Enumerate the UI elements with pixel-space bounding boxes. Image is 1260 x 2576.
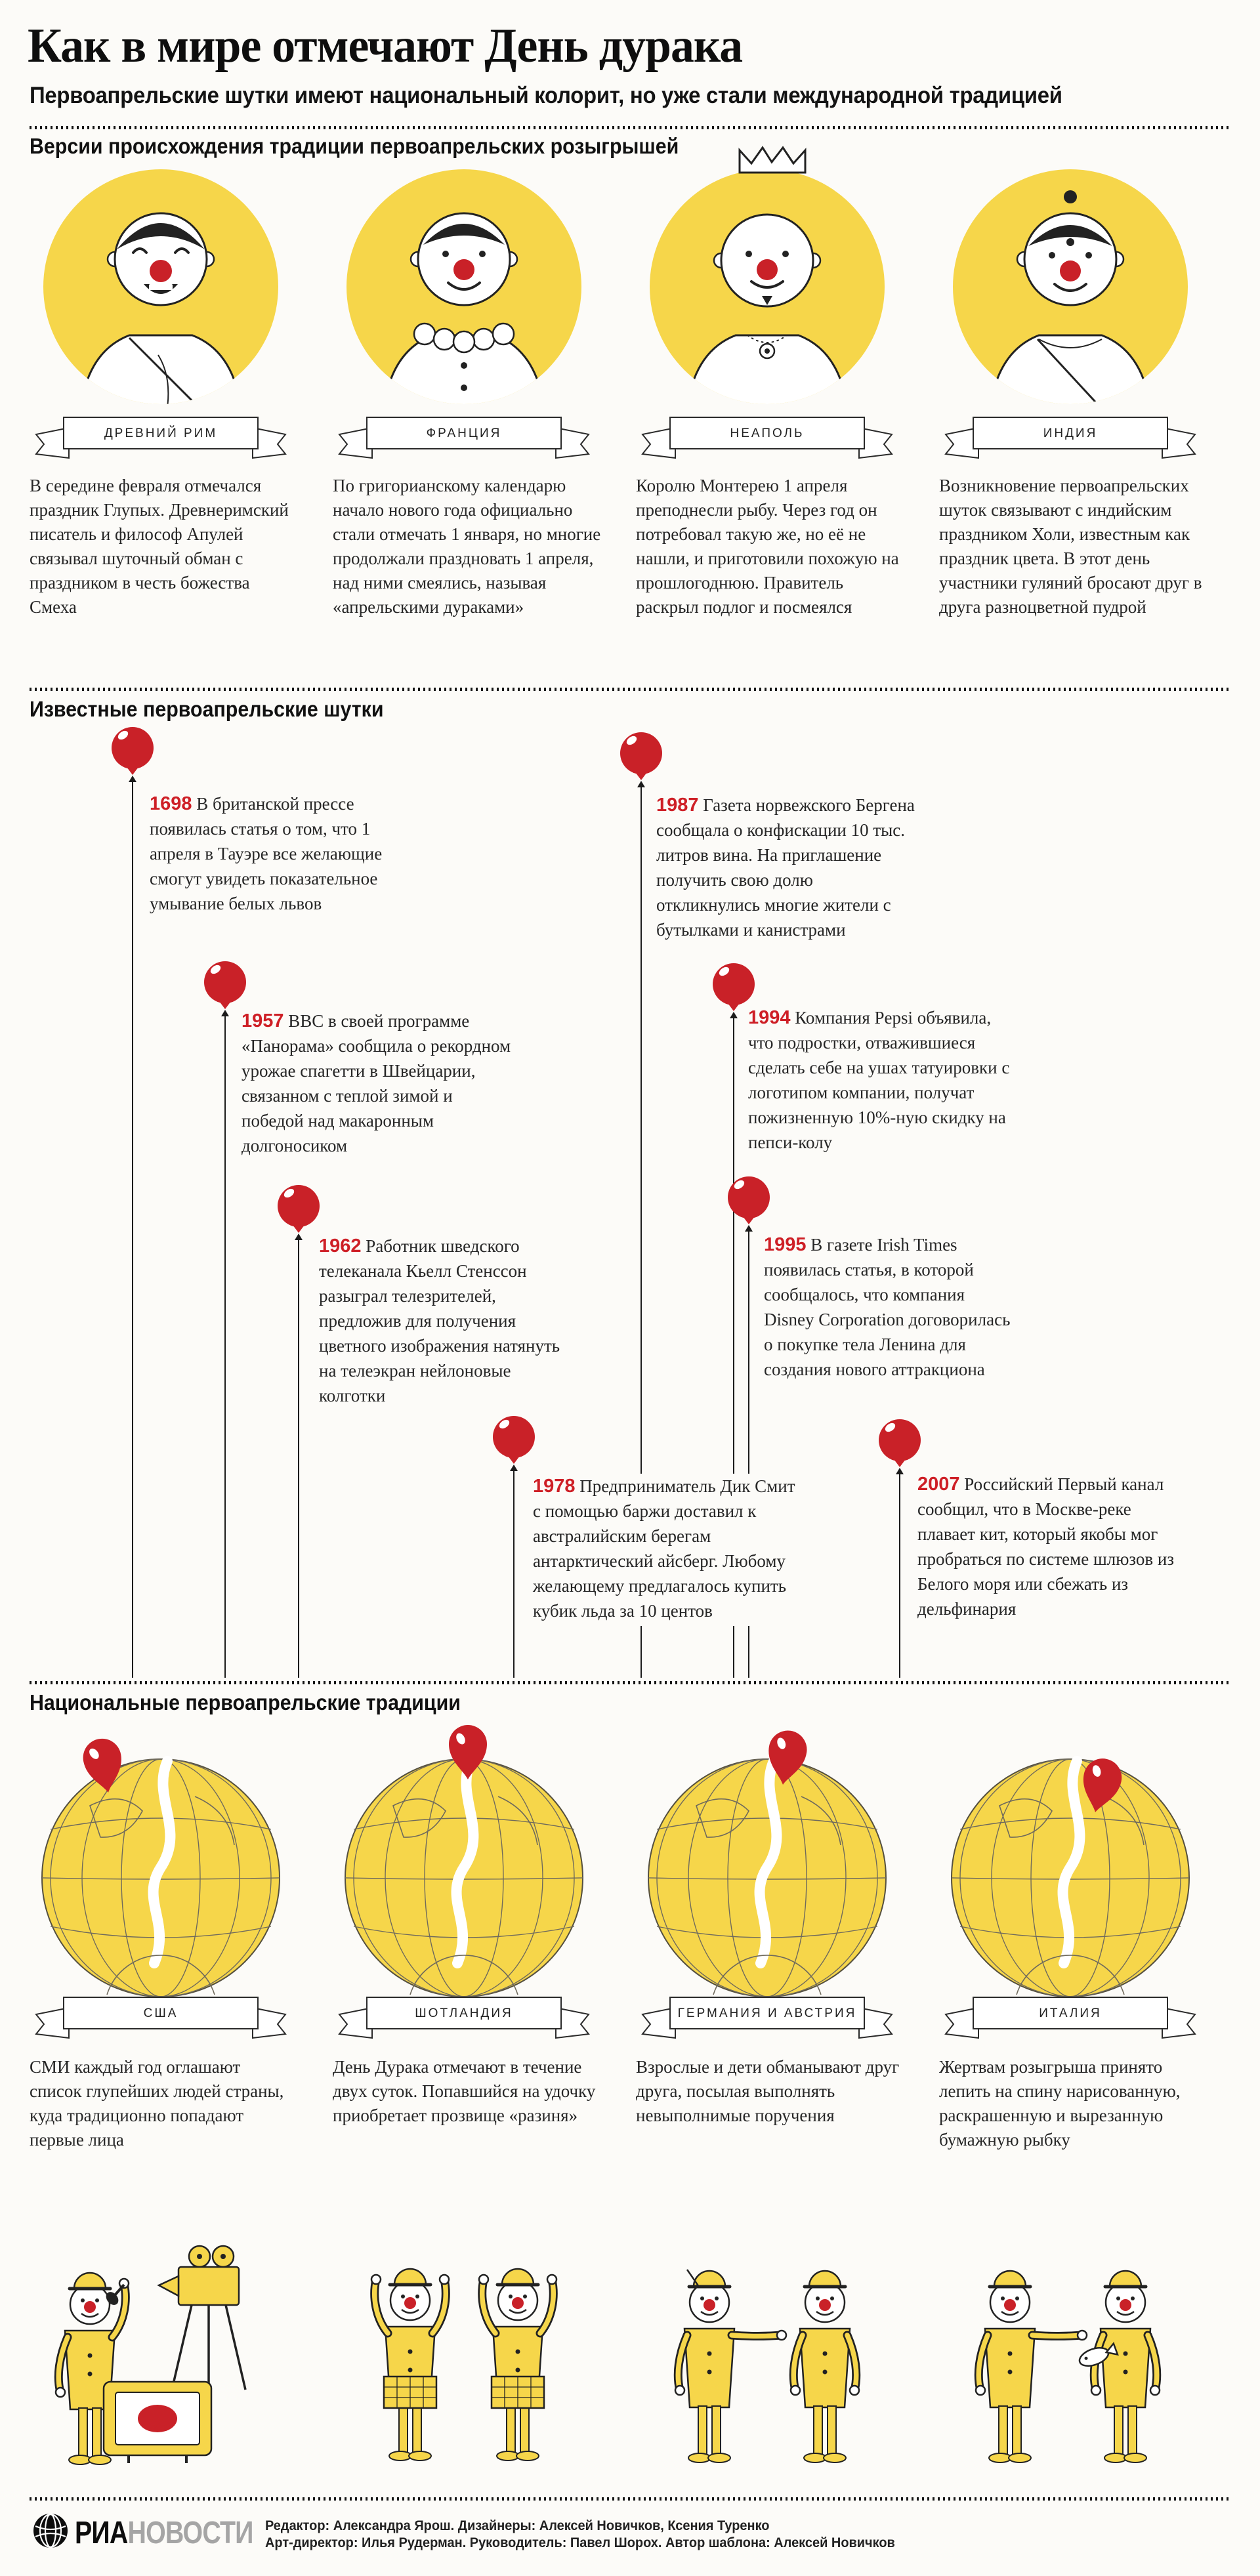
- italy-illustration: [939, 2160, 1202, 2468]
- origins-heading: Версии происхождения традиции первоапрельских розыгрышей: [30, 134, 679, 158]
- germany-austria-illustration: [636, 2160, 898, 2468]
- standing-figure: [791, 2271, 859, 2462]
- balloon-pin-icon: [879, 1419, 921, 1461]
- jokes-heading: Известные первоапрельские шутки: [30, 697, 384, 721]
- joke-entry-1962: [319, 1234, 581, 1411]
- balloon-pin-icon: [728, 1176, 770, 1218]
- kilted-figure: [371, 2269, 449, 2461]
- traditions-heading: Национальные первоапрельские традиции: [30, 1690, 461, 1714]
- ria-globe-icon: [33, 2513, 68, 2548]
- tradition-text-italy: Жертвам розыгрыша принято лепить на спину нарисованную, раскрашенную и вырезанную бумажную рыбку: [939, 2057, 1181, 2150]
- joke-year: 1995: [764, 1234, 807, 1255]
- timeline-line-1957: [224, 1011, 226, 1678]
- joke-text: В газете Irish Times появилась статья, в которой сообщалось, что компания Disney Corporation договорилась о покупке тела Ленина для создания нового аттракциона: [764, 1235, 1011, 1379]
- origin-label: ИНДИЯ: [1043, 426, 1098, 440]
- balloon-pin-icon: [112, 727, 154, 769]
- tradition-text-germany-austria: Взрослые и дети обманывают друг друга, посылая выполнять невыполнимые поручения: [636, 2057, 900, 2125]
- origin-text-france: По григорианскому календарю начало нового года официально стали отмечать 1 января, но многие продолжали праздновать 1 апреля, над ними смеялись, называя «апрельскими дураками»: [333, 476, 601, 617]
- dotted-divider: [30, 2497, 1230, 2501]
- ribbon-banner-naples: [636, 412, 898, 461]
- joke-entry-1995: [764, 1232, 1017, 1384]
- joke-entry-1994: [748, 1005, 1011, 1157]
- brand-novosti: НОВОСТИ: [127, 2516, 253, 2550]
- joke-entry-2007: [917, 1472, 1180, 1624]
- origin-label: НЕАПОЛЬ: [730, 426, 805, 440]
- naples-illustration: [636, 135, 898, 443]
- joke-entry-1698: [150, 791, 400, 919]
- bindi-dot-icon: [1064, 190, 1077, 203]
- tv-set-icon: [104, 2382, 211, 2463]
- ribbon-banner-scotland: [333, 1992, 595, 2041]
- tradition-label: США: [143, 2006, 178, 2020]
- tradition-label: ГЕРМАНИЯ И АВСТРИЯ: [677, 2006, 857, 2020]
- balloon-pin-icon: [493, 1416, 535, 1458]
- balloon-pin-icon: [278, 1185, 320, 1227]
- prankster-figure: [976, 2271, 1087, 2462]
- victim-figure: [1091, 2271, 1160, 2462]
- brand-ria: РИА: [75, 2516, 128, 2550]
- origin-label: ДРЕВНИЙ РИМ: [104, 426, 218, 440]
- ribbon-banner-italy: [939, 1992, 1202, 2041]
- joke-text: Газета норвежского Бергена сообщала о конфискации 10 тыс. литров вина. На приглашение получить свою долю откликнулись многие жители с бутылками и канистрами: [656, 795, 915, 940]
- joke-year: 1698: [150, 793, 192, 814]
- tradition-label: ШОТЛАНДИЯ: [415, 2006, 513, 2020]
- pointing-figure: [675, 2270, 786, 2462]
- joke-year: 1978: [533, 1476, 576, 1497]
- ria-novosti-logo: [75, 2515, 253, 2551]
- joke-entry-1987: [656, 793, 919, 945]
- tradition-label: ИТАЛИЯ: [1039, 2006, 1102, 2020]
- tradition-text-usa: СМИ каждый год оглашают список глупейших людей страны, куда традиционно попадают первые лица: [30, 2057, 284, 2150]
- globe-scotland: [333, 1719, 595, 2001]
- timeline-line-1978: [513, 1466, 514, 1678]
- globe-germany-austria: [636, 1719, 898, 2001]
- globe-usa: [30, 1719, 292, 2001]
- origin-label: ФРАНЦИЯ: [426, 426, 502, 440]
- timeline-line-2007: [899, 1469, 900, 1678]
- ancient-rome-illustration: [30, 135, 292, 443]
- origin-text-rome: В середине февраля отмечался праздник Глупых. Древнеримский писатель и философ Апулей связывал шуточный обман с праздником в честь божества Смеха: [30, 476, 289, 617]
- balloon-pin-icon: [620, 732, 662, 774]
- joke-entry-1978: [533, 1474, 795, 1626]
- timeline-line-1962: [298, 1235, 299, 1678]
- scotland-illustration: [333, 2160, 595, 2468]
- crown-icon: [740, 148, 805, 173]
- dotted-divider: [30, 688, 1230, 691]
- joke-text: BBC в своей программе «Панорама» сообщила о рекордном урожае спагетти в Швейцарии, связанном с теплой зимой и победой над макаронным долгоносиком: [242, 1011, 511, 1155]
- page-subtitle: Первоапрельские шутки имеют национальный колорит, но уже стали международной традицией: [30, 83, 1062, 108]
- india-illustration: [939, 135, 1202, 443]
- balloon-pin-icon: [713, 963, 755, 1005]
- video-camera-icon: [159, 2246, 245, 2393]
- ribbon-banner-france: [333, 412, 595, 461]
- credits-line-1: Редактор: Александра Ярош. Дизайнеры: Алексей Новичков, Ксения Туренко: [265, 2518, 770, 2533]
- origin-text-india: Возникновение первоапрельских шуток связывают с индийским праздником Холи, известным как праздник цвета. В этот день участники гуляний бросают друг в друга разноцветной пудрой: [939, 476, 1202, 617]
- joke-year: 1957: [242, 1010, 284, 1031]
- page-title: Как в мире отмечают День дурака: [28, 19, 743, 73]
- joke-text: Российский Первый канал сообщил, что в Москве-реке плавает кит, который якобы мог пробраться по системе шлюзов из Белого моря или сбежать из дельфинария: [917, 1474, 1175, 1619]
- usa-illustration: [30, 2160, 292, 2468]
- joke-year: 1987: [656, 795, 699, 816]
- ribbon-banner-usa: [30, 1992, 292, 2041]
- joke-year: 2007: [917, 1474, 960, 1495]
- joke-entry-1957: [242, 1008, 512, 1161]
- timeline-line-1698: [132, 777, 133, 1678]
- joke-text: В британской прессе появилась статья о том, что 1 апреля в Тауэре все желающие смогут увидеть показательное умывание белых львов: [150, 794, 383, 913]
- joke-text: Предприниматель Дик Смит с помощью баржи доставил к австралийским берегам антарктический айсберг. Любому желающему предлагалось купить кубик льда за 10 центов: [533, 1476, 795, 1621]
- globe-italy: [939, 1719, 1202, 2001]
- dotted-divider: [30, 1681, 1230, 1684]
- ribbon-banner-india: [939, 412, 1202, 461]
- france-illustration: [333, 135, 595, 443]
- credits-line-2: Арт-директор: Илья Рудерман. Руководитель: Павел Шорох. Автор шаблона: Алексей Новичков: [265, 2535, 895, 2550]
- kilted-figure: [479, 2269, 556, 2461]
- origin-text-naples: Королю Монтерею 1 апреля преподнесли рыбу. Через год он потребовал такую же, но её не нашли, и приготовили похожую на прошлогоднюю. Правитель раскрыл подлог и посмеялся: [636, 476, 899, 617]
- joke-year: 1994: [748, 1007, 791, 1028]
- dotted-divider: [30, 126, 1230, 129]
- ribbon-banner-rome: [30, 412, 292, 461]
- joke-text: Работник шведского телеканала Кьелл Стенссон разыграл телезрителей, предложив для получения цветного изображения натянуть на телеэкран нейлоновые колготки: [319, 1236, 560, 1405]
- balloon-pin-icon: [204, 961, 246, 1003]
- joke-text: Компания Pepsi объявила, что подростки, отважившиеся сделать себе на ушах татуировки с логотипом компании, получат пожизненную 10%-ную скидку на пепси-колу: [748, 1008, 1010, 1152]
- joke-year: 1962: [319, 1236, 362, 1257]
- tradition-text-scotland: День Дурака отмечают в течение двух суток. Попавшийся на удочку приобретает прозвище «разиня»: [333, 2057, 596, 2125]
- ribbon-banner-germany-austria: [636, 1992, 898, 2041]
